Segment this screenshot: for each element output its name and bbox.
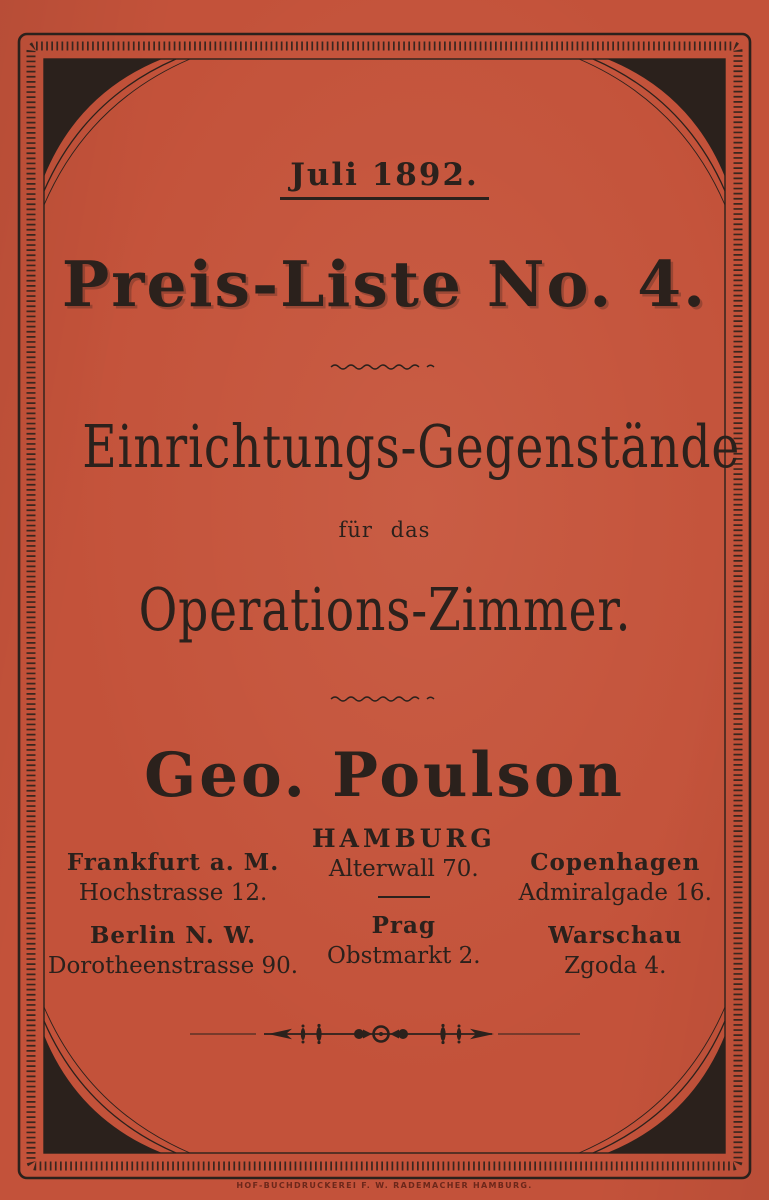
location-warschau	[510, 920, 721, 982]
headline-line-2-text: Operations-Zimmer.	[138, 575, 631, 644]
locations	[48, 824, 721, 993]
fleuron-rule-icon	[0, 1022, 769, 1050]
headline-connector: für das	[338, 518, 431, 542]
locations-left-column	[48, 824, 298, 993]
wavy-rule-icon	[0, 357, 769, 376]
location-prag	[298, 910, 509, 972]
headline-line-1-text: Einrichtungs-Gegenstände	[82, 412, 741, 481]
location-address: Admiralgade 16.	[518, 880, 712, 906]
location-address: Zgoda 4.	[564, 953, 667, 979]
location-address: Alterwall 70.	[328, 856, 479, 882]
location-frankfurt	[48, 847, 298, 909]
location-address: Dorotheenstrasse 90.	[48, 953, 299, 979]
location-address: Hochstrasse 12.	[78, 880, 268, 906]
short-rule	[378, 896, 430, 898]
company-name: Geo. Poulson	[144, 740, 625, 811]
location-city: HAMBURG	[311, 824, 496, 853]
printer-imprint: HOF-BUCHDRUCKEREI F. W. RADEMACHER HAMBURG.	[236, 1181, 533, 1190]
location-city: Frankfurt a. M.	[66, 849, 280, 876]
location-city: Prag	[371, 912, 437, 939]
location-hamburg	[298, 824, 509, 885]
date-text: Juli 1892.	[280, 157, 489, 200]
location-berlin	[48, 920, 298, 982]
location-copenhagen	[510, 847, 721, 909]
headline-line-1	[0, 412, 769, 481]
location-city: Copenhagen	[530, 849, 701, 876]
page-title: Preis-Liste No. 4.	[61, 247, 708, 321]
location-city: Berlin N. W.	[89, 922, 257, 949]
locations-center-column	[298, 824, 509, 993]
locations-right-column	[510, 824, 721, 993]
wavy-rule-icon	[0, 689, 769, 708]
location-address: Obstmarkt 2.	[327, 943, 481, 969]
location-city: Warschau	[548, 922, 683, 949]
date-line	[0, 157, 769, 200]
headline-line-2	[0, 575, 769, 644]
